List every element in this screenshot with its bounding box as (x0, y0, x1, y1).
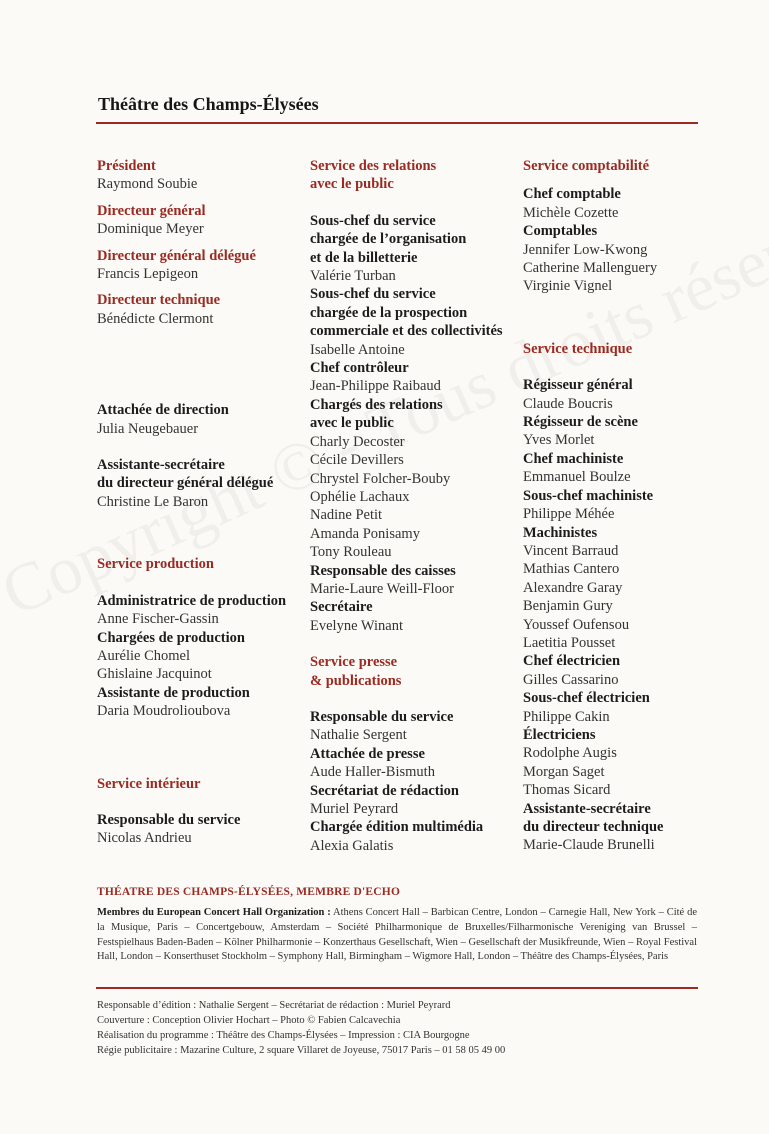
staff-name: Dominique Meyer (97, 221, 204, 238)
staff-name: Julia Neugebauer (97, 420, 199, 437)
staff-name: Yves Morlet (523, 432, 595, 449)
spacer (310, 194, 515, 212)
staff-name: Michèle Cozette (523, 204, 619, 221)
staff-name: Gilles Cassarino (523, 671, 619, 688)
staff-name: Nathalie Sergent (310, 727, 407, 744)
staff-name: Muriel Peyrard (310, 801, 399, 817)
role-title: Chef contrôleur (310, 360, 409, 377)
section-heading: Service comptabilité (523, 158, 650, 174)
staff-name: Bénédicte Clermont (97, 310, 214, 327)
spacer (310, 635, 515, 653)
staff-name: Chrystel Folcher-Bouby (310, 470, 451, 487)
staff-name: Philippe Cakin (523, 708, 610, 725)
role-title: Assistante-secrétaire (523, 800, 651, 817)
spacer (97, 438, 297, 456)
role-title: Secrétariat de rédaction (310, 782, 459, 799)
staff-name: Charly Decoster (310, 433, 405, 450)
echo-members-list: Athens Concert Hall – Barbican Centre, London – Carnegie Hall, New York – Cité de la Musique, Paris – Concertgebouw, Amsterdam – Société Philharmonique de Bruxelles/Filharmonische Vereniging van Brussel – Festspielhaus Baden-Baden – Kölner Philharmonie – Konzerthaus Gesellschaft, Wien – Gesellschaft der Musikfreunde, Wien – Royal Festival Hall, London – Konserthuset Stockholm – Symphony Hall, Birmingham – Wigmore Hall, London – Théâtre des Champs-Élysées, Paris (97, 907, 697, 963)
staff-name: Francis Lepigeon (97, 266, 199, 283)
role-title: Sous-chef électricien (523, 690, 650, 707)
staff-name: Aude Haller-Bismuth (310, 764, 435, 781)
spacer (97, 511, 297, 555)
role-title: Responsable des caisses (310, 562, 456, 579)
staff-name: Philippe Méhée (523, 506, 615, 523)
section-heading: avec le public (310, 176, 394, 193)
role-title: chargée de la prospection (310, 304, 468, 321)
section-heading: Service production (97, 556, 214, 573)
role-title: Sous-chef machiniste (523, 487, 654, 504)
staff-name: Evelyne Winant (310, 617, 403, 634)
section-heading: Service presse (310, 654, 398, 671)
role-title: Assistante de production (97, 684, 250, 701)
staff-name: Thomas Sicard (523, 782, 611, 799)
credit-line-advertising: Régie publicitaire : Mazarine Culture, 2 square Villaret de Joyeuse, 75017 Paris – 01 58 05 49 00 (97, 1045, 506, 1056)
staff-name: Marie-Laure Weill-Floor (310, 580, 454, 597)
spacer (523, 296, 723, 340)
staff-name: Anne Fischer-Gassin (97, 611, 219, 628)
staff-name: Alexia Galatis (310, 837, 394, 854)
staff-name: Catherine Mallenguery (523, 260, 658, 277)
staff-name: Valérie Turban (310, 268, 396, 285)
role-title: Attachée de direction (97, 402, 229, 419)
role-title: Chef comptable (523, 186, 621, 203)
role-title: Responsable du service (310, 708, 454, 725)
spacer (310, 690, 515, 708)
staff-column-1 (97, 157, 297, 848)
staff-name: Aurélie Chomel (97, 647, 191, 664)
section-heading: Service technique (523, 340, 633, 357)
role-title: Administratrice de production (97, 592, 287, 609)
staff-name: Virginie Vignel (523, 278, 613, 295)
section-heading: & publications (310, 672, 402, 689)
staff-name: Mathias Cantero (523, 561, 620, 578)
role-title: Chargées de production (97, 629, 245, 646)
staff-name: Isabelle Antoine (310, 341, 405, 358)
role-title: Chargés des relations (310, 396, 443, 413)
staff-name: Morgan Saget (523, 763, 605, 780)
staff-name: Christine Le Baron (97, 493, 209, 510)
role-title: du directeur technique (523, 819, 664, 835)
staff-name: Jennifer Low-Kwong (523, 241, 648, 258)
role-title: Chef électricien (523, 653, 621, 670)
credit-line-cover: Couverture : Conception Olivier Hochart – Photo © Fabien Calcavechia (97, 1015, 401, 1026)
role-title: du directeur général délégué (97, 475, 274, 492)
staff-name: Alexandre Garay (523, 579, 623, 596)
staff-column-3 (523, 157, 723, 855)
role-title: Directeur général délégué (97, 247, 256, 264)
staff-name: Marie-Claude Brunelli (523, 837, 655, 854)
role-title: Attachée de presse (310, 745, 425, 762)
spacer (97, 239, 297, 247)
role-title: Directeur technique (97, 292, 221, 309)
staff-name: Nadine Petit (310, 507, 383, 524)
staff-name: Raymond Soubie (97, 176, 198, 193)
role-title: Machinistes (523, 524, 598, 541)
section-heading: Service intérieur (97, 775, 201, 792)
role-title: chargée de l’organisation (310, 231, 467, 248)
role-title: Sous-chef du service (310, 286, 436, 303)
staff-name: Vincent Barraud (523, 542, 619, 559)
staff-name: Cécile Devillers (310, 452, 404, 469)
role-title: Secrétaire (310, 599, 373, 616)
staff-name: Rodolphe Augis (523, 745, 617, 762)
role-title: Assistante-secrétaire (97, 457, 225, 474)
staff-column-2 (310, 157, 515, 855)
role-title: Président (97, 158, 156, 174)
spacer (97, 574, 297, 592)
staff-name: Nicolas Andrieu (97, 830, 192, 847)
staff-name: Tony Rouleau (310, 544, 392, 561)
role-title: Directeur général (97, 202, 206, 219)
credit-line-editorial: Responsable d’édition : Nathalie Sergent – Secrétariat de rédaction : Muriel Peyrard (97, 1000, 451, 1011)
staff-name: Laetitia Pousset (523, 634, 616, 651)
staff-name: Ophélie Lachaux (310, 488, 410, 505)
role-title: Sous-chef du service (310, 212, 436, 229)
publication-credits (97, 998, 697, 1058)
role-title: Responsable du service (97, 811, 241, 828)
staff-name: Amanda Ponisamy (310, 525, 420, 542)
role-title: et de la billetterie (310, 249, 418, 266)
role-title: Chef machiniste (523, 450, 624, 467)
echo-membership-title: THÉATRE DES CHAMPS-ÉLYSÉES, MEMBRE D'ECHO (97, 886, 401, 898)
credit-line-production: Réalisation du programme : Théâtre des Champs-Élysées – Impression : CIA Bourgogne (97, 1030, 470, 1041)
section-heading: Service des relations (310, 158, 437, 174)
spacer (523, 175, 723, 185)
role-title: Régisseur général (523, 377, 633, 394)
spacer (97, 194, 297, 202)
role-title: Chargée édition multimédia (310, 819, 484, 836)
staff-name: Claude Boucris (523, 395, 613, 412)
spacer (97, 328, 297, 401)
echo-members-lead: Membres du European Concert Hall Organization : (97, 907, 331, 918)
page-title: Théâtre des Champs-Élysées (98, 94, 319, 114)
role-title: Comptables (523, 223, 598, 240)
staff-name: Ghislaine Jacquinot (97, 666, 212, 683)
staff-name: Emmanuel Boulze (523, 469, 631, 486)
footer-divider (96, 987, 698, 989)
staff-name: Daria Moudrolioubova (97, 703, 231, 720)
echo-members-paragraph (97, 906, 697, 965)
role-title: Électriciens (523, 726, 596, 743)
role-title: commerciale et des collectivités (310, 323, 503, 340)
staff-name: Jean-Philippe Raibaud (310, 378, 441, 395)
spacer (523, 358, 723, 376)
spacer (97, 283, 297, 291)
staff-name: Youssef Oufensou (523, 616, 630, 633)
spacer (97, 721, 297, 775)
role-title: Régisseur de scène (523, 414, 638, 431)
spacer (97, 793, 297, 811)
role-title: avec le public (310, 415, 394, 432)
title-divider (96, 122, 698, 124)
staff-name: Benjamin Gury (523, 598, 613, 615)
